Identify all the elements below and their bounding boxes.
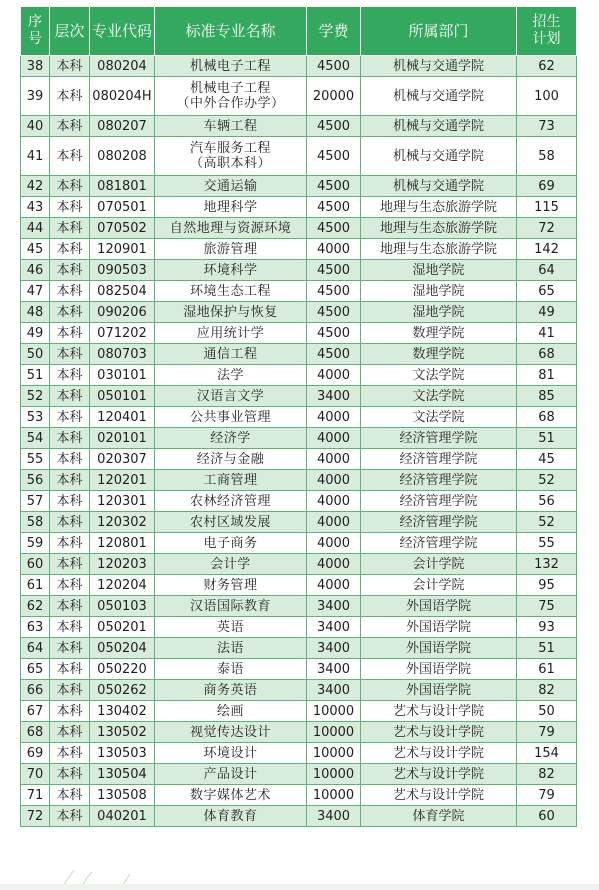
cell-major-name: 产品设计: [155, 764, 307, 785]
cell-tuition: 4000: [307, 533, 361, 554]
cell-quota: 56: [517, 491, 577, 512]
enrollment-plan-table: [20, 6, 577, 827]
cell-major-code: 130502: [90, 722, 155, 743]
table-row: [21, 638, 577, 659]
cell-major-code: 130503: [90, 743, 155, 764]
cell-major-name: 公共事业管理: [155, 407, 307, 428]
cell-level: 本科: [50, 137, 90, 176]
cell-major-code: 130508: [90, 785, 155, 806]
cell-major-code: 050262: [90, 680, 155, 701]
cell-index: 66: [21, 680, 50, 701]
cell-quota: 52: [517, 512, 577, 533]
cell-major-name: 湿地保护与恢复: [155, 302, 307, 323]
cell-major-code: 050101: [90, 386, 155, 407]
table-row: [21, 302, 577, 323]
cell-level: 本科: [50, 449, 90, 470]
cell-major-code: 090503: [90, 260, 155, 281]
cell-level: 本科: [50, 722, 90, 743]
cell-quota: 50: [517, 701, 577, 722]
cell-level: 本科: [50, 596, 90, 617]
table-row: [21, 407, 577, 428]
cell-major-name: 机械电子工程: [155, 56, 307, 77]
cell-department: 数理学院: [361, 323, 517, 344]
cell-major-code: 030101: [90, 365, 155, 386]
cell-major-code: 071202: [90, 323, 155, 344]
cell-major-code: 120302: [90, 512, 155, 533]
cell-major-name: 绘画: [155, 701, 307, 722]
table-row: [21, 260, 577, 281]
table-row: [21, 239, 577, 260]
cell-level: 本科: [50, 116, 90, 137]
cell-index: 41: [21, 137, 50, 176]
cell-major-name: 交通运输: [155, 176, 307, 197]
cell-level: 本科: [50, 428, 90, 449]
cell-quota: 69: [517, 176, 577, 197]
cell-major-code: 082504: [90, 281, 155, 302]
cell-level: 本科: [50, 764, 90, 785]
cell-major-name: 体育教育: [155, 806, 307, 827]
cell-index: 39: [21, 77, 50, 116]
cell-tuition: 4000: [307, 428, 361, 449]
cell-quota: 64: [517, 260, 577, 281]
cell-level: 本科: [50, 386, 90, 407]
table-row: [21, 764, 577, 785]
cell-tuition: 3400: [307, 596, 361, 617]
table-row: [21, 470, 577, 491]
cell-level: 本科: [50, 365, 90, 386]
cell-major-name: 通信工程: [155, 344, 307, 365]
cell-level: 本科: [50, 512, 90, 533]
cell-quota: 65: [517, 281, 577, 302]
cell-department: 艺术与设计学院: [361, 701, 517, 722]
table-row: [21, 386, 577, 407]
header-tuition: 学费: [307, 7, 361, 56]
cell-major-name: 财务管理: [155, 575, 307, 596]
cell-level: 本科: [50, 638, 90, 659]
cell-major-name: 汽车服务工程 （高职本科）: [155, 137, 307, 176]
table-row: [21, 533, 577, 554]
cell-quota: 132: [517, 554, 577, 575]
cell-major-code: 120203: [90, 554, 155, 575]
cell-department: 会计学院: [361, 554, 517, 575]
cell-tuition: 3400: [307, 617, 361, 638]
cell-tuition: 4500: [307, 197, 361, 218]
cell-index: 53: [21, 407, 50, 428]
cell-quota: 72: [517, 218, 577, 239]
header-department: 所属部门: [361, 7, 517, 56]
cell-department: 经济管理学院: [361, 470, 517, 491]
cell-index: 70: [21, 764, 50, 785]
cell-major-name: 工商管理: [155, 470, 307, 491]
cell-level: 本科: [50, 77, 90, 116]
cell-tuition: 3400: [307, 386, 361, 407]
cell-index: 55: [21, 449, 50, 470]
cell-major-code: 050201: [90, 617, 155, 638]
cell-quota: 60: [517, 806, 577, 827]
cell-index: 61: [21, 575, 50, 596]
cell-index: 58: [21, 512, 50, 533]
cell-index: 48: [21, 302, 50, 323]
cell-department: 外国语学院: [361, 638, 517, 659]
cell-index: 54: [21, 428, 50, 449]
table-row: [21, 806, 577, 827]
cell-index: 68: [21, 722, 50, 743]
cell-level: 本科: [50, 533, 90, 554]
cell-department: 机械与交通学院: [361, 176, 517, 197]
table-row: [21, 512, 577, 533]
table-row: [21, 77, 577, 116]
cell-department: 湿地学院: [361, 302, 517, 323]
cell-major-name: 汉语言文学: [155, 386, 307, 407]
cell-department: 艺术与设计学院: [361, 722, 517, 743]
cell-quota: 142: [517, 239, 577, 260]
cell-level: 本科: [50, 491, 90, 512]
cell-major-code: 130504: [90, 764, 155, 785]
cell-quota: 41: [517, 323, 577, 344]
header-level: 层次: [50, 7, 90, 56]
cell-quota: 154: [517, 743, 577, 764]
cell-major-name: 应用统计学: [155, 323, 307, 344]
cell-index: 62: [21, 596, 50, 617]
cell-department: 机械与交通学院: [361, 56, 517, 77]
cell-quota: 49: [517, 302, 577, 323]
cell-major-name: 法语: [155, 638, 307, 659]
cell-department: 经济管理学院: [361, 449, 517, 470]
cell-level: 本科: [50, 218, 90, 239]
cell-department: 外国语学院: [361, 596, 517, 617]
table-row: [21, 722, 577, 743]
header-quota: 招生 计划: [517, 7, 577, 56]
cell-tuition: 10000: [307, 743, 361, 764]
cell-major-code: 020307: [90, 449, 155, 470]
cell-quota: 79: [517, 722, 577, 743]
cell-major-name: 汉语国际教育: [155, 596, 307, 617]
cell-department: 经济管理学院: [361, 512, 517, 533]
cell-index: 44: [21, 218, 50, 239]
cell-tuition: 3400: [307, 806, 361, 827]
table-row: [21, 323, 577, 344]
cell-major-name: 法学: [155, 365, 307, 386]
cell-department: 文法学院: [361, 386, 517, 407]
cell-department: 体育学院: [361, 806, 517, 827]
cell-quota: 100: [517, 77, 577, 116]
cell-quota: 58: [517, 137, 577, 176]
cell-level: 本科: [50, 260, 90, 281]
cell-index: 52: [21, 386, 50, 407]
cell-tuition: 4500: [307, 218, 361, 239]
cell-tuition: 20000: [307, 77, 361, 116]
cell-department: 外国语学院: [361, 617, 517, 638]
cell-quota: 79: [517, 785, 577, 806]
cell-major-name: 环境设计: [155, 743, 307, 764]
cell-index: 40: [21, 116, 50, 137]
table-row: [21, 281, 577, 302]
cell-major-name: 泰语: [155, 659, 307, 680]
cell-department: 地理与生态旅游学院: [361, 218, 517, 239]
cell-department: 经济管理学院: [361, 491, 517, 512]
table-row: [21, 344, 577, 365]
cell-major-code: 080208: [90, 137, 155, 176]
table-row: [21, 554, 577, 575]
cell-quota: 61: [517, 659, 577, 680]
cell-index: 71: [21, 785, 50, 806]
cell-tuition: 4000: [307, 239, 361, 260]
cell-major-name: 地理科学: [155, 197, 307, 218]
cell-level: 本科: [50, 197, 90, 218]
cell-department: 湿地学院: [361, 281, 517, 302]
cell-quota: 95: [517, 575, 577, 596]
cell-quota: 81: [517, 365, 577, 386]
cell-major-name: 英语: [155, 617, 307, 638]
cell-department: 外国语学院: [361, 659, 517, 680]
cell-level: 本科: [50, 470, 90, 491]
cell-quota: 73: [517, 116, 577, 137]
cell-tuition: 4500: [307, 116, 361, 137]
cell-tuition: 10000: [307, 764, 361, 785]
header-major-name: 标准专业名称: [155, 7, 307, 56]
table-row: [21, 428, 577, 449]
table-row: [21, 743, 577, 764]
cell-level: 本科: [50, 323, 90, 344]
cell-index: 72: [21, 806, 50, 827]
cell-quota: 82: [517, 764, 577, 785]
cell-major-code: 050103: [90, 596, 155, 617]
cell-level: 本科: [50, 344, 90, 365]
cell-index: 46: [21, 260, 50, 281]
table-row: [21, 785, 577, 806]
table-row: [21, 218, 577, 239]
cell-major-code: 120901: [90, 239, 155, 260]
table-header: [21, 7, 577, 56]
cell-department: 机械与交通学院: [361, 116, 517, 137]
table-row: [21, 449, 577, 470]
cell-quota: 55: [517, 533, 577, 554]
cell-major-name: 商务英语: [155, 680, 307, 701]
cell-index: 38: [21, 56, 50, 77]
cell-tuition: 4000: [307, 512, 361, 533]
cell-tuition: 4500: [307, 176, 361, 197]
cell-major-code: 080703: [90, 344, 155, 365]
table-row: [21, 659, 577, 680]
cell-quota: 51: [517, 428, 577, 449]
cell-level: 本科: [50, 680, 90, 701]
cell-tuition: 4500: [307, 56, 361, 77]
cell-tuition: 3400: [307, 638, 361, 659]
cell-major-code: 050220: [90, 659, 155, 680]
cell-tuition: 4000: [307, 407, 361, 428]
cell-major-name: 经济与金融: [155, 449, 307, 470]
cell-major-code: 120301: [90, 491, 155, 512]
cell-quota: 62: [517, 56, 577, 77]
cell-department: 湿地学院: [361, 260, 517, 281]
cell-major-code: 120204: [90, 575, 155, 596]
cell-tuition: 4000: [307, 575, 361, 596]
cell-index: 51: [21, 365, 50, 386]
cell-major-name: 经济学: [155, 428, 307, 449]
cell-tuition: 4500: [307, 137, 361, 176]
cell-department: 机械与交通学院: [361, 77, 517, 116]
cell-department: 会计学院: [361, 575, 517, 596]
cell-tuition: 4000: [307, 365, 361, 386]
cell-major-code: 120201: [90, 470, 155, 491]
header-row: [21, 7, 577, 56]
cell-index: 56: [21, 470, 50, 491]
cell-major-code: 120401: [90, 407, 155, 428]
cell-tuition: 4500: [307, 260, 361, 281]
cell-tuition: 4000: [307, 470, 361, 491]
table-row: [21, 197, 577, 218]
cell-index: 67: [21, 701, 50, 722]
cell-department: 艺术与设计学院: [361, 743, 517, 764]
cell-department: 经济管理学院: [361, 533, 517, 554]
cell-major-code: 080204H: [90, 77, 155, 116]
cell-quota: 51: [517, 638, 577, 659]
cell-quota: 82: [517, 680, 577, 701]
cell-index: 59: [21, 533, 50, 554]
decorative-footer-grass: [0, 870, 599, 890]
cell-level: 本科: [50, 701, 90, 722]
header-index: 序 号: [21, 7, 50, 56]
cell-quota: 45: [517, 449, 577, 470]
table-body: [21, 56, 577, 827]
table-row: [21, 701, 577, 722]
cell-major-code: 070502: [90, 218, 155, 239]
table-row: [21, 596, 577, 617]
cell-major-code: 020101: [90, 428, 155, 449]
cell-level: 本科: [50, 554, 90, 575]
cell-tuition: 3400: [307, 680, 361, 701]
cell-major-code: 080207: [90, 116, 155, 137]
cell-level: 本科: [50, 575, 90, 596]
cell-tuition: 4500: [307, 281, 361, 302]
cell-quota: 75: [517, 596, 577, 617]
cell-department: 文法学院: [361, 407, 517, 428]
table-row: [21, 137, 577, 176]
enrollment-table-container: [20, 6, 576, 827]
cell-level: 本科: [50, 806, 90, 827]
cell-quota: 68: [517, 407, 577, 428]
table-row: [21, 575, 577, 596]
cell-major-name: 环境科学: [155, 260, 307, 281]
cell-major-code: 081801: [90, 176, 155, 197]
cell-major-name: 视觉传达设计: [155, 722, 307, 743]
cell-department: 文法学院: [361, 365, 517, 386]
cell-index: 45: [21, 239, 50, 260]
cell-level: 本科: [50, 302, 90, 323]
cell-major-code: 050204: [90, 638, 155, 659]
cell-department: 艺术与设计学院: [361, 764, 517, 785]
cell-major-code: 130402: [90, 701, 155, 722]
cell-major-name: 电子商务: [155, 533, 307, 554]
cell-department: 外国语学院: [361, 680, 517, 701]
cell-quota: 52: [517, 470, 577, 491]
table-row: [21, 617, 577, 638]
table-row: [21, 365, 577, 386]
cell-level: 本科: [50, 239, 90, 260]
cell-index: 63: [21, 617, 50, 638]
cell-tuition: 4500: [307, 344, 361, 365]
cell-level: 本科: [50, 281, 90, 302]
cell-quota: 68: [517, 344, 577, 365]
cell-level: 本科: [50, 176, 90, 197]
cell-index: 60: [21, 554, 50, 575]
cell-major-code: 120801: [90, 533, 155, 554]
cell-tuition: 3400: [307, 659, 361, 680]
cell-major-code: 070501: [90, 197, 155, 218]
cell-major-name: 车辆工程: [155, 116, 307, 137]
cell-department: 数理学院: [361, 344, 517, 365]
cell-level: 本科: [50, 785, 90, 806]
cell-level: 本科: [50, 56, 90, 77]
cell-department: 经济管理学院: [361, 428, 517, 449]
cell-major-name: 机械电子工程 （中外合作办学）: [155, 77, 307, 116]
cell-index: 50: [21, 344, 50, 365]
cell-department: 地理与生态旅游学院: [361, 197, 517, 218]
cell-major-name: 农林经济管理: [155, 491, 307, 512]
table-row: [21, 176, 577, 197]
cell-index: 49: [21, 323, 50, 344]
cell-major-name: 农村区域发展: [155, 512, 307, 533]
cell-major-code: 040201: [90, 806, 155, 827]
cell-major-name: 数字媒体艺术: [155, 785, 307, 806]
header-major-code: 专业代码: [90, 7, 155, 56]
cell-major-name: 自然地理与资源环境: [155, 218, 307, 239]
cell-major-code: 090206: [90, 302, 155, 323]
cell-level: 本科: [50, 617, 90, 638]
table-row: [21, 56, 577, 77]
cell-index: 47: [21, 281, 50, 302]
cell-index: 57: [21, 491, 50, 512]
cell-major-name: 环境生态工程: [155, 281, 307, 302]
cell-major-name: 旅游管理: [155, 239, 307, 260]
cell-level: 本科: [50, 743, 90, 764]
cell-department: 机械与交通学院: [361, 137, 517, 176]
cell-index: 69: [21, 743, 50, 764]
cell-tuition: 4500: [307, 323, 361, 344]
table-row: [21, 491, 577, 512]
cell-tuition: 10000: [307, 701, 361, 722]
cell-major-name: 会计学: [155, 554, 307, 575]
table-row: [21, 116, 577, 137]
cell-tuition: 4500: [307, 302, 361, 323]
cell-quota: 85: [517, 386, 577, 407]
cell-level: 本科: [50, 659, 90, 680]
cell-tuition: 4000: [307, 449, 361, 470]
cell-index: 43: [21, 197, 50, 218]
cell-quota: 115: [517, 197, 577, 218]
cell-level: 本科: [50, 407, 90, 428]
cell-major-code: 080204: [90, 56, 155, 77]
cell-quota: 93: [517, 617, 577, 638]
cell-index: 42: [21, 176, 50, 197]
cell-index: 65: [21, 659, 50, 680]
cell-index: 64: [21, 638, 50, 659]
cell-tuition: 10000: [307, 785, 361, 806]
cell-department: 地理与生态旅游学院: [361, 239, 517, 260]
table-row: [21, 680, 577, 701]
cell-tuition: 4000: [307, 491, 361, 512]
cell-department: 艺术与设计学院: [361, 785, 517, 806]
cell-tuition: 4000: [307, 554, 361, 575]
cell-tuition: 10000: [307, 722, 361, 743]
